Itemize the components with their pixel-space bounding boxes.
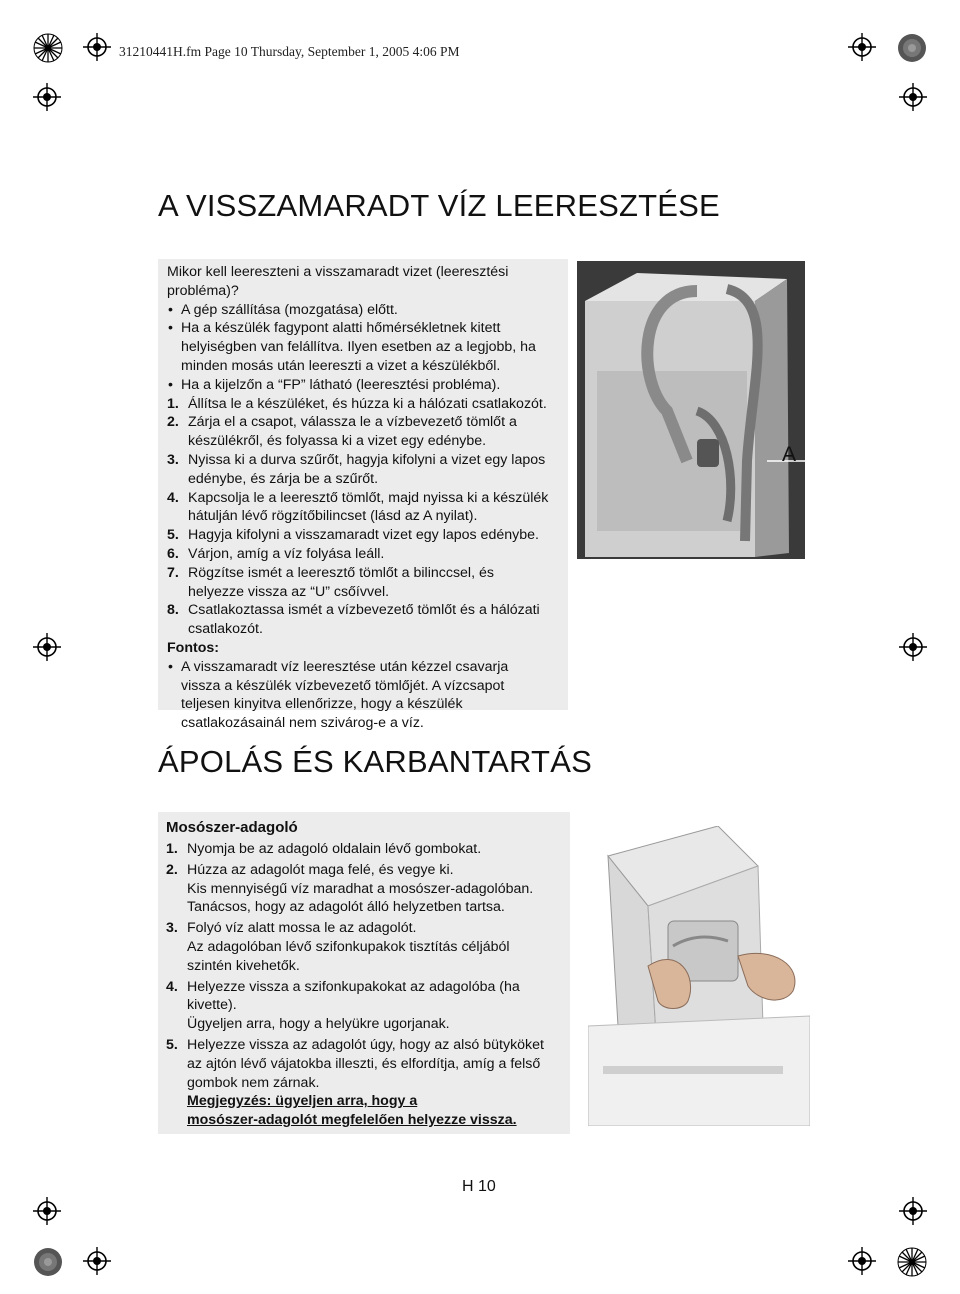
registration-mark-icon <box>83 33 111 61</box>
step-number: 3. <box>166 920 178 937</box>
step-item <box>166 978 562 997</box>
step-continuation: kivette). <box>187 997 237 1014</box>
list-item-text: A visszamaradt víz leeresztése után kézzel csavarja <box>181 658 509 675</box>
step-item <box>167 395 560 414</box>
step-item <box>167 489 560 508</box>
arrow-label-a: A <box>782 443 797 466</box>
registration-mark-icon <box>899 1197 927 1225</box>
step-item <box>167 413 560 432</box>
care-instructions-box <box>158 812 570 1134</box>
step-continuation: gombok nem zárnak. <box>187 1074 320 1091</box>
step-continuation: helyezze vissza az “U” csőívvel. <box>188 583 390 600</box>
step-number: 1. <box>167 395 179 412</box>
step-text: Állítsa le a készüléket, és húzza ki a hálózati csatlakozót. <box>188 395 547 412</box>
subsection-title: Mosószer-adagoló <box>166 819 298 836</box>
step-continuation: hátulján lévő rögzítőbilincset (lásd az A nyilat). <box>188 508 478 525</box>
registration-mark-icon <box>899 83 927 111</box>
page-number: H 10 <box>462 1178 496 1195</box>
detergent-dispenser-photo <box>588 826 810 1126</box>
list-item-continuation: vissza a készülék vízbevezető tömlőjét. A vízcsapot <box>181 677 505 694</box>
step-item <box>166 861 562 880</box>
list-item-continuation: helyiségben van felállítva. Ilyen esetben az a legjobb, ha <box>181 339 536 356</box>
step-text: Kapcsolja le a leeresztő tömlőt, majd nyissa ki a készülék <box>188 489 549 506</box>
step-number: 7. <box>167 564 179 581</box>
step-text: Rögzítse ismét a leeresztő tömlőt a bilinccsel, és <box>188 564 494 581</box>
step-text: Húzza az adagolót maga felé, és vegye ki. <box>187 861 454 878</box>
registration-mark-icon <box>33 633 61 661</box>
step-item <box>167 451 560 470</box>
important-label: Fontos: <box>167 639 220 656</box>
step-item <box>167 545 560 564</box>
step-number: 1. <box>166 841 178 857</box>
step-continuation: Az adagolóban lévő szifonkupakok tisztítás céljából <box>187 938 510 955</box>
step-continuation: Kis mennyiségű víz maradhat a mosószer-adagolóban. <box>187 880 534 897</box>
step-number: 5. <box>167 527 179 544</box>
list-item-continuation: csatlakozásainál nem szivárog-e a víz. <box>181 715 424 732</box>
registration-mark-icon <box>848 1247 876 1275</box>
list-item: • Ha a készülék fagypont alatti hőmérsékletnek kitett <box>168 320 501 337</box>
step-number: 8. <box>167 602 179 619</box>
registration-mark-icon <box>848 33 876 61</box>
step-number: 3. <box>167 451 179 468</box>
intro-line: Mikor kell leereszteni a visszamaradt vizet (leeresztési <box>167 264 509 280</box>
washing-machine-back-photo <box>577 261 805 559</box>
list-item-text: Ha a kijelzőn a “FP” látható (leeresztési probléma). <box>181 376 501 393</box>
list-item-continuation: minden mosás után leereszti a vizet a készülékből. <box>181 357 501 374</box>
step-number: 5. <box>166 1036 178 1053</box>
list-item-continuation: teljesen kinyitva ellenőrizze, hogy a készülék <box>181 696 463 713</box>
step-text: Nyissa ki a durva szűrőt, hagyja kifolyni a vizet egy lapos <box>188 451 546 468</box>
gray-target-mark-icon <box>33 1247 63 1277</box>
step-text: Helyezze vissza a szifonkupakokat az adagolóba (ha <box>187 978 520 995</box>
step-continuation: szintén kivehetők. <box>187 957 300 974</box>
registration-mark-icon <box>83 1247 111 1275</box>
step-text: Folyó víz alatt mossa le az adagolót. <box>187 920 417 937</box>
step-text: Várjon, amíg a víz folyása leáll. <box>188 545 385 562</box>
registration-mark-icon <box>33 83 61 111</box>
step-text: Nyomja be az adagoló oldalain lévő gombokat. <box>187 841 482 857</box>
step-text: Zárja el a csapot, válassza le a vízbevezető tömlőt a <box>188 414 517 431</box>
file-header-line: 31210441H.fm Page 10 Thursday, September 1, 2005 4:06 PM <box>119 44 460 59</box>
starburst-mark-icon <box>897 1247 927 1277</box>
step-continuation: edénybe, és zárja be a szűrőt. <box>188 470 379 487</box>
step-continuation: Tanácsos, hogy az adagolót álló helyzetben tartsa. <box>187 899 505 916</box>
step-continuation: az ajtón lévő vájatokba illeszti, és elfordítja, amíg a felső <box>187 1055 541 1072</box>
step-number: 6. <box>167 545 179 562</box>
list-item-text: A gép szállítása (mozgatása) előtt. <box>181 301 398 318</box>
section-title-care: ÁPOLÁS ÉS KARBANTARTÁS <box>158 744 592 779</box>
step-number: 4. <box>166 978 178 995</box>
note-line: Megjegyzés: ügyeljen arra, hogy a <box>187 1093 418 1110</box>
step-item <box>166 1036 562 1055</box>
step-continuation: Ügyeljen arra, hogy a helyükre ugorjanak. <box>187 1016 450 1033</box>
step-text: Hagyja kifolyni a visszamaradt vizet egy lapos edénybe. <box>188 527 539 544</box>
step-continuation: készülékről, és folyassa ki a vizet egy edénybe. <box>188 433 487 450</box>
list-item-text: Ha a készülék fagypont alatti hőmérsékletnek kitett <box>181 320 501 337</box>
note-line: mosószer-adagolót megfelelően helyezze vissza. <box>187 1112 517 1129</box>
list-item: • A gép szállítása (mozgatása) előtt. <box>168 301 398 318</box>
step-item <box>167 601 560 620</box>
step-item <box>166 919 562 938</box>
section-title-drain: A VISSZAMARADT VÍZ LEERESZTÉSE <box>158 188 720 223</box>
registration-mark-icon <box>899 633 927 661</box>
starburst-mark-icon <box>33 33 63 63</box>
step-number: 2. <box>167 414 179 431</box>
registration-mark-icon <box>33 1197 61 1225</box>
step-continuation: csatlakozót. <box>188 621 263 638</box>
step-number: 2. <box>166 861 178 878</box>
step-item <box>167 564 560 583</box>
step-item <box>166 840 562 859</box>
list-item: • Ha a kijelzőn a “FP” látható (leeresztési probléma). <box>168 376 501 393</box>
step-number: 4. <box>167 489 179 506</box>
list-item: • A visszamaradt víz leeresztése után kézzel csavarja <box>168 658 509 675</box>
step-item <box>167 526 560 545</box>
gray-target-mark-icon <box>897 33 927 63</box>
drain-instructions-box <box>158 259 568 732</box>
intro-line: probléma)? <box>167 282 239 299</box>
step-text: Csatlakoztassa ismét a vízbevezető tömlőt és a hálózati <box>188 602 540 619</box>
step-text: Helyezze vissza az adagolót úgy, hogy az alsó bütyköket <box>187 1036 544 1053</box>
